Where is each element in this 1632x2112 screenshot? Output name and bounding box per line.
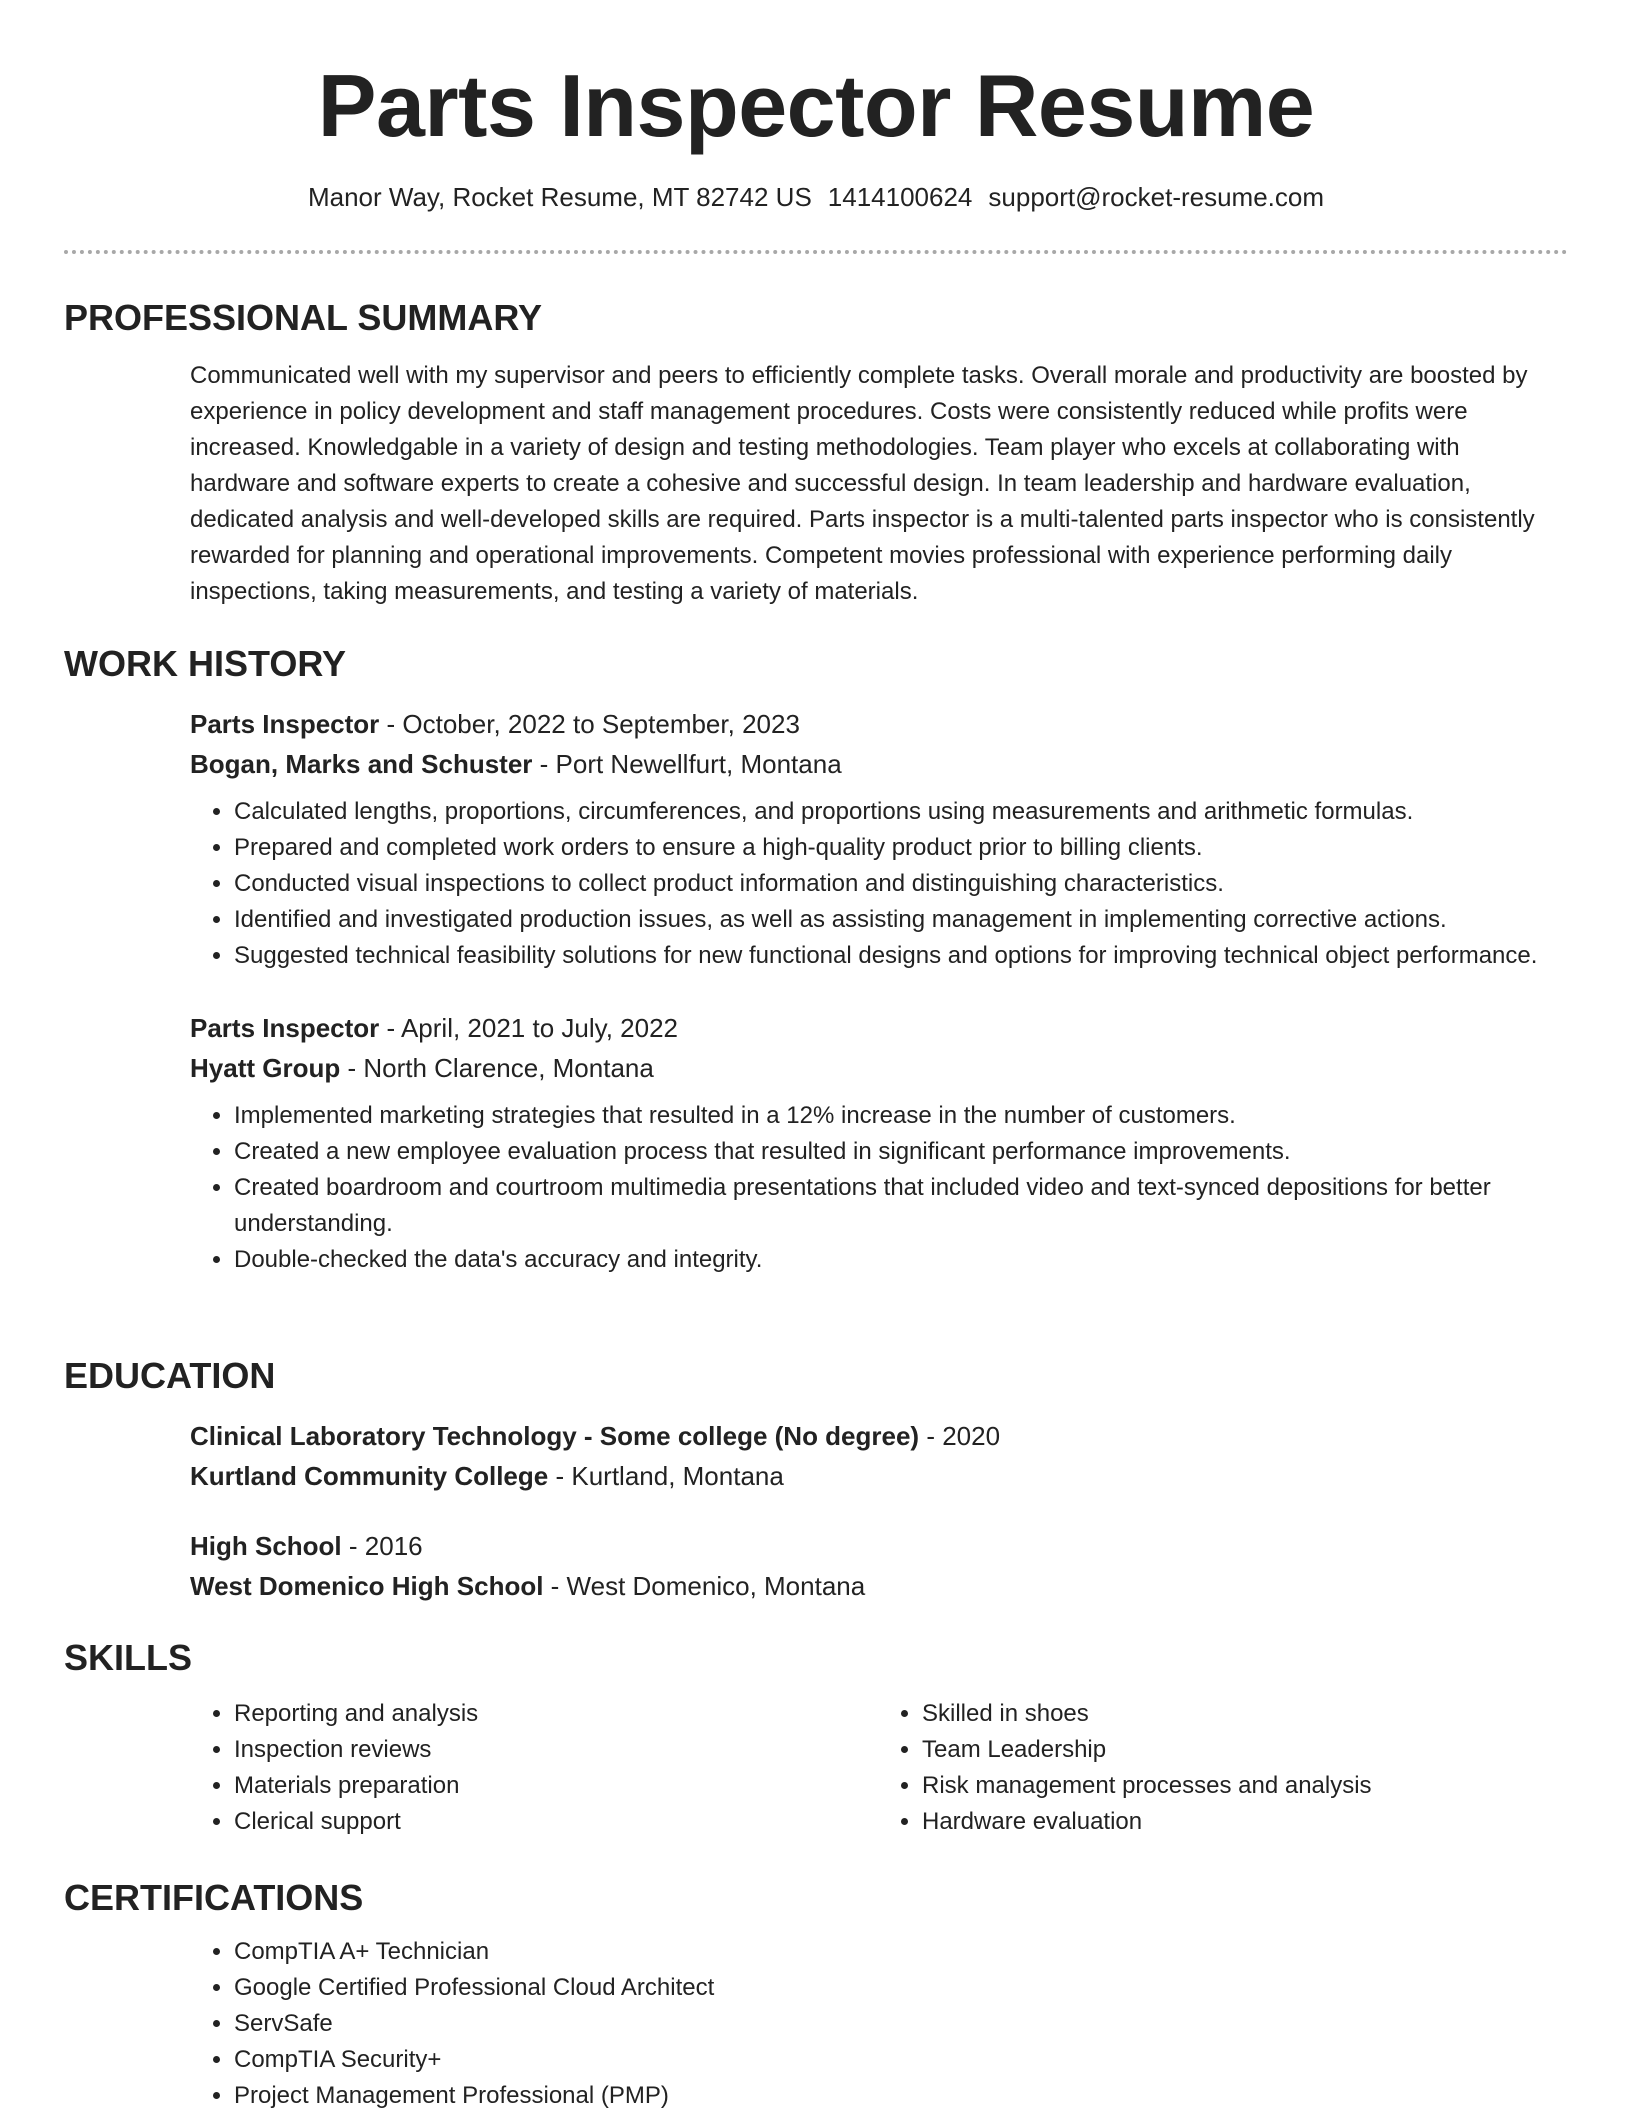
job-company: Bogan, Marks and Schuster: [190, 749, 533, 779]
section-title-summary: PROFESSIONAL SUMMARY: [64, 297, 543, 338]
list-item: • Prepared and completed work orders to ensure a high-quality product prior to billing clients.: [234, 830, 1566, 866]
job-entry: [190, 704, 1566, 974]
job-role: Parts Inspector: [190, 1013, 380, 1043]
list-item: • CompTIA A+ Technician: [234, 1934, 1566, 1970]
section-title-certifications: CERTIFICATIONS: [64, 1877, 364, 1918]
summary-text: Communicated well with my supervisor and peers to efficiently complete tasks. Overall morale and productivity are boosted by experience in policy development and staff management procedures. Costs were consistently reduced while profits were increased. Knowledgable in a variety of design and testing methodologies. Team player who excels at collaborating with hardware and software experts to create a cohesive and successful design. In team leadership and hardware evaluation, dedicated analysis and well-developed skills are required. Parts inspector is a multi-talented parts inspector who is consistently rewarded for planning and operational improvements. Competent movies professional with experience performing daily inspections, taking measurements, and testing a variety of materials.: [190, 362, 1535, 605]
education-degree-line: [190, 1526, 1566, 1566]
page-title: Parts Inspector Resume: [317, 56, 1315, 155]
section-title-work-history: WORK HISTORY: [64, 643, 347, 684]
job-company: Hyatt Group: [190, 1053, 341, 1083]
job-location: - North Clarence, Montana: [340, 1053, 654, 1083]
list-item: • Skilled in shoes: [922, 1696, 1566, 1732]
education-school: West Domenico High School: [190, 1571, 544, 1601]
list-item: • Materials preparation: [234, 1768, 878, 1804]
contact-email[interactable]: support@rocket-resume.com: [988, 182, 1325, 212]
education-year: - 2016: [341, 1531, 423, 1561]
job-company-line: [190, 744, 1566, 784]
education-degree: High School: [190, 1531, 342, 1561]
list-item: • ServSafe: [234, 2006, 1566, 2042]
header-divider: [64, 250, 1568, 254]
contact-line: [0, 180, 1632, 214]
job-dates: - October, 2022 to September, 2023: [379, 709, 800, 739]
section-title-education: EDUCATION: [64, 1355, 276, 1396]
education-entry: [190, 1416, 1566, 1496]
contact-phone: 1414100624: [827, 182, 973, 212]
list-item: • Hardware evaluation: [922, 1804, 1566, 1840]
job-bullets: [190, 1098, 1566, 1278]
education-entry: [190, 1526, 1566, 1606]
education-year: - 2020: [919, 1421, 1001, 1451]
list-item: • Suggested technical feasibility solutions for new functional designs and options for improving technical object performance.: [234, 938, 1566, 974]
job-bullets: [190, 794, 1566, 974]
list-item: • Created boardroom and courtroom multimedia presentations that included video and text-synced depositions for better understanding.: [234, 1170, 1566, 1242]
education-location: - West Domenico, Montana: [543, 1571, 866, 1601]
list-item: • Implemented marketing strategies that resulted in a 12% increase in the number of customers.: [234, 1098, 1566, 1134]
list-item: • Inspection reviews: [234, 1732, 878, 1768]
list-item: • Calculated lengths, proportions, circumferences, and proportions using measurements and arithmetic formulas.: [234, 794, 1566, 830]
list-item: • CompTIA Security+: [234, 2042, 1566, 2078]
section-education: [64, 1354, 1568, 1606]
section-title-skills: SKILLS: [64, 1637, 193, 1678]
job-role: Parts Inspector: [190, 709, 380, 739]
resume-header: [0, 0, 1632, 214]
contact-address: Manor Way, Rocket Resume, MT 82742 US: [307, 182, 812, 212]
skills-column-right: [878, 1696, 1566, 1840]
section-work-history: [64, 642, 1568, 1278]
list-item: • Risk management processes and analysis: [922, 1768, 1566, 1804]
section-summary: [64, 296, 1568, 610]
education-location: - Kurtland, Montana: [548, 1461, 784, 1491]
section-certifications: [64, 1876, 1568, 2112]
education-degree-line: [190, 1416, 1566, 1456]
list-item: • Double-checked the data's accuracy and integrity.: [234, 1242, 1566, 1278]
job-dates: - April, 2021 to July, 2022: [379, 1013, 678, 1043]
education-school-line: [190, 1566, 1566, 1606]
job-entry: [190, 1008, 1566, 1278]
skills-grid: [190, 1696, 1566, 1840]
job-title-line: [190, 704, 1566, 744]
certifications-list: [190, 1934, 1566, 2112]
list-item: • Created a new employee evaluation process that resulted in significant performance improvements.: [234, 1134, 1566, 1170]
list-item: • Identified and investigated production issues, as well as assisting management in implementing corrective actions.: [234, 902, 1566, 938]
job-location: - Port Newellfurt, Montana: [532, 749, 842, 779]
list-item: • Google Certified Professional Cloud Architect: [234, 1970, 1566, 2006]
section-skills: [64, 1636, 1568, 1840]
list-item: • Project Management Professional (PMP): [234, 2078, 1566, 2112]
education-degree: Clinical Laboratory Technology - Some college (No degree): [190, 1421, 920, 1451]
education-school-line: [190, 1456, 1566, 1496]
job-company-line: [190, 1048, 1566, 1088]
list-item: • Reporting and analysis: [234, 1696, 878, 1732]
list-item: • Clerical support: [234, 1804, 878, 1840]
skills-column-left: [190, 1696, 878, 1840]
education-school: Kurtland Community College: [190, 1461, 549, 1491]
list-item: • Conducted visual inspections to collect product information and distinguishing characteristics.: [234, 866, 1566, 902]
job-title-line: [190, 1008, 1566, 1048]
list-item: • Team Leadership: [922, 1732, 1566, 1768]
